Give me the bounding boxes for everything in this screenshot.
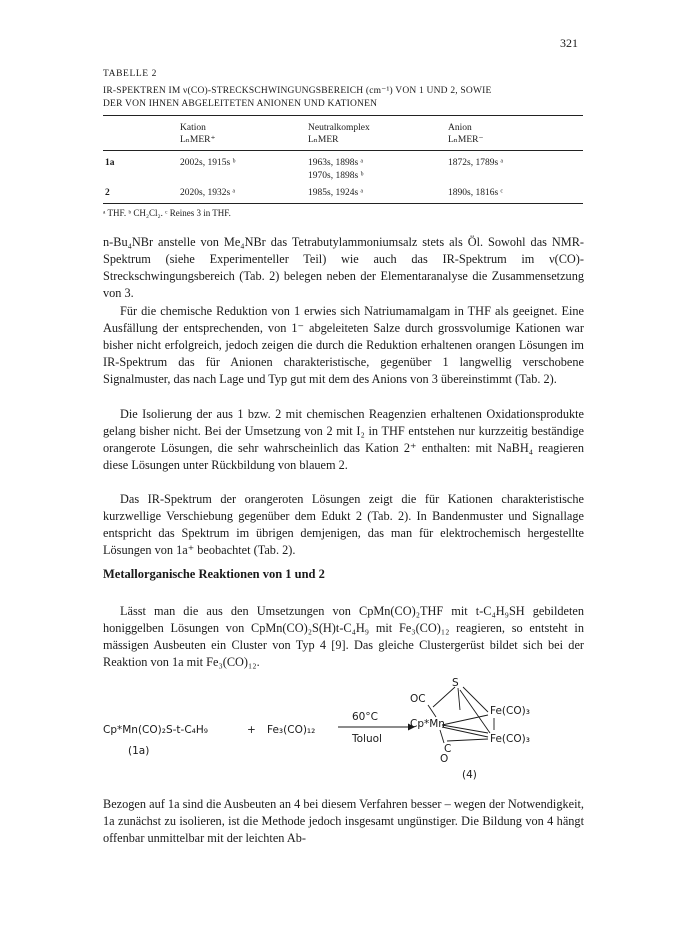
paragraph: Lässt man die aus den Umsetzungen von CpMn(CO)₂THF mit t-C₄H₉SH gebildeten honiggelben Lösungen von CpMn(CO)₂S(H)t-C₄H₉ mit Fe₃(CO)₁₂ reagieren, so entsteht in mässigen Ausbeuten ein Cluster von Typ 4 [9]. Das gleiche Clustergerüst bildet sich bei der Reaktion von 1a mit Fe₃(CO)₁₂. — [103, 604, 584, 669]
table-caption-line1: IR-SPEKTREN IM ν(CO)-STRECKSCHWINGUNGSBEREICH (cm⁻¹) VON 1 UND 2, SOWIE — [103, 86, 492, 96]
atom-oc: OC — [410, 693, 426, 705]
table-header-neutral: Neutralkomplex LₙMER — [308, 123, 370, 145]
plus-sign: + — [247, 724, 256, 736]
condition-solvent: Toluol — [352, 733, 382, 745]
table-header-kation: Kation LₙMER⁺ — [180, 123, 216, 145]
cell-anion: 1872s, 1789s ᵃ — [448, 158, 504, 168]
atom-oxygen: O — [440, 753, 449, 765]
section-heading: Metallorganische Reaktionen von 1 und 2 — [103, 567, 325, 581]
row-label: 2 — [105, 188, 110, 198]
reactant-1-label: (1a) — [128, 745, 150, 757]
paragraph: n-Bu₄NBr anstelle von Me₄NBr das Tetrabutylammoniumsalz stets als Öl. Sowohl das NMR-Spektrum (siehe Experimenteller Teil) wie auch das IR-Spektrum im ν(CO)-Streckschwingungsbereich (Tab. 2) belegen neben der Elementaranalyse die Zusammensetzung von 3. — [103, 235, 584, 300]
cell-kation: 2002s, 1915s ᵇ — [180, 158, 236, 168]
table-bottom-rule — [103, 203, 583, 204]
paragraph: Bezogen auf 1a sind die Ausbeuten an 4 bei diesem Verfahren besser – wegen der Notwendigkeit, 1a zunächst zu isolieren, ist die Methode jedoch insgesamt ungünstiger. Die Bildung von 4 hängt offenbar unmittelbar mit der leichten Ab- — [103, 797, 584, 845]
table-label: TABELLE 2 — [103, 69, 157, 79]
atom-fe-lower: Fe(CO)₃ — [490, 733, 530, 745]
table-header-rule — [103, 150, 583, 151]
cell-neutral: 1985s, 1924s ᵃ — [308, 188, 364, 198]
cell-neutral-2: 1970s, 1898s ᵇ — [308, 171, 364, 181]
cell-neutral: 1963s, 1898s ᵃ — [308, 158, 364, 168]
table-caption-line2: DER VON IHNEN ABGELEITETEN ANIONEN UND KATIONEN — [103, 99, 378, 109]
paragraph: Die Isolierung der aus 1 bzw. 2 mit chemischen Reagenzien erhaltenen Oxidationsprodukte gelang bisher nicht. Bei der Umsetzung von 2 mit I₂ in THF entstehen nur kurzzeitig beständige orangerote Lösungen, die sehr wahrscheinlich das Kation 2⁺ enthalten: mit NaBH₄ reagieren diese Lösungen unter Rückbildung von blauem 2. — [103, 407, 584, 472]
row-label: 1a — [105, 158, 115, 168]
table-header-anion: Anion LₙMER⁻ — [448, 123, 484, 145]
cell-anion: 1890s, 1816s ᶜ — [448, 188, 503, 198]
product-label: (4) — [462, 769, 477, 781]
paragraph: Das IR-Spektrum der orangeroten Lösungen zeigt die für Kationen charakteristische kurzwellige Verschiebung gegenüber dem Edukt 2 (Tab. 2). In Bandenmuster und Signallage entspricht das Spektrum im übrigen demjenigen, das man für elektrochemisch hergestellte Lösungen von 1a⁺ beobachtet (Tab. 2). — [103, 492, 584, 557]
table-caption — [103, 85, 583, 111]
atom-sulfur: S — [452, 677, 459, 689]
condition-temperature: 60°C — [352, 711, 378, 723]
table-footnote: ᵃ THF. ᵇ CH₂Cl₂. ᶜ Reines 3 in THF. — [103, 208, 231, 218]
cell-kation: 2020s, 1932s ᵃ — [180, 188, 236, 198]
table-top-rule — [103, 115, 583, 116]
atom-manganese: Cp*Mn — [410, 718, 445, 730]
reactant-2: Fe₃(CO)₁₂ — [267, 724, 316, 736]
reactant-1: Cp*Mn(CO)₂S-t-C₄H₉ — [103, 724, 208, 736]
atom-fe-upper: Fe(CO)₃ — [490, 705, 530, 717]
paragraph: Für die chemische Reduktion von 1 erwies sich Natriumamalgam in THF als geeignet. Eine Ausfällung der entsprechenden, von 1⁻ abgeleiteten Salze durch grossvolumige Kationen war bisher nicht erfolgreich, jedoch zeigen die durch die Reduktion erhaltenen orangen Lösungen im IR-Spektrum das für Anionen charakteristische, gegenüber 1 langwellig verschobene Signalmuster, das nach Lage und Typ gut mit dem des Anions von 3 übereinstimmt (Tab. 2). — [103, 304, 584, 386]
page-number: 321 — [560, 36, 578, 50]
atom-carbon: C — [444, 743, 452, 755]
